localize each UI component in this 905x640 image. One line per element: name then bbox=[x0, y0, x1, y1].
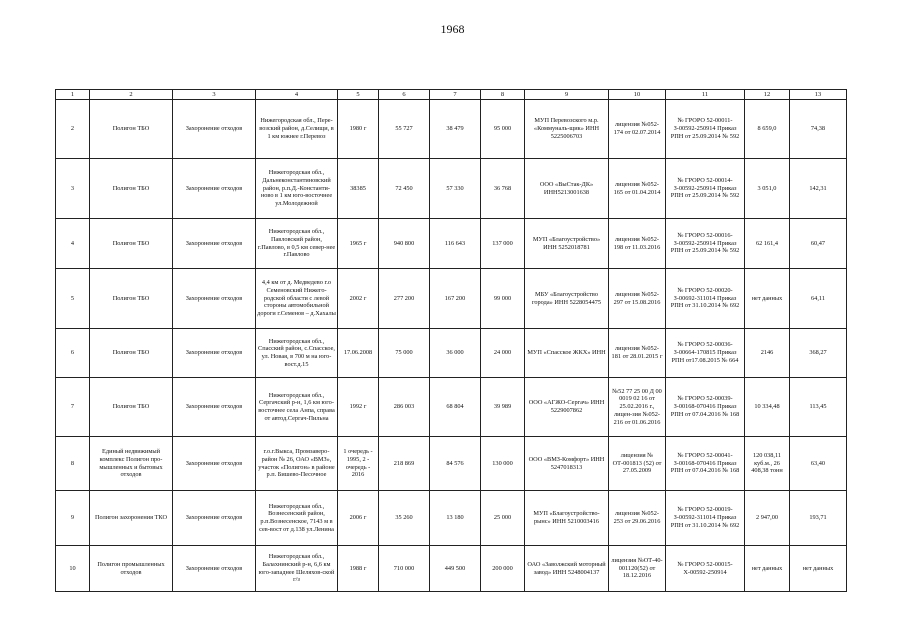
groro-entry: № ГРОРО 52-00016-З-00592-250914 Приказ РПН от 25.09.2014 № 592 bbox=[666, 219, 745, 269]
value-col13: 64,11 bbox=[790, 269, 847, 329]
value-col8: 36 768 bbox=[481, 159, 525, 219]
site-location: Нижегородская обл., Спасский район, с.Спасское, ул. Новая, в 700 м на юго-вост.д.15 bbox=[256, 329, 338, 378]
license: лицензия №ОТ-40-001120(52) от 18.12.2016 bbox=[609, 546, 666, 592]
col-header: 3 bbox=[173, 90, 256, 100]
value-col12: 2 947,00 bbox=[745, 491, 790, 546]
site-name: Полигон ТБО bbox=[90, 269, 173, 329]
groro-entry: № ГРОРО 52-00011-З-00592-250914 Приказ РПН от 25.09.2014 № 592 bbox=[666, 100, 745, 159]
value-col12: 10 334,48 bbox=[745, 378, 790, 437]
row-number: 4 bbox=[56, 219, 90, 269]
value-col13: 60,47 bbox=[790, 219, 847, 269]
site-location: г.о.г.Выкса, Промзаверо-район № 26, ОАО «ВМЗ», участок «Полигон» в районе р.п. Бишево-Песочное bbox=[256, 437, 338, 491]
value-col6: 218 869 bbox=[379, 437, 430, 491]
year-start: 1988 г bbox=[338, 546, 379, 592]
operator: МУП Перевозского м.р. «Коммуналь-щик» ИНН 5225006703 bbox=[525, 100, 609, 159]
col-header: 10 bbox=[609, 90, 666, 100]
site-name: Полигон ТБО bbox=[90, 100, 173, 159]
site-name: Единый недвижимый комплекс Полигон про-мышленных и бытовых отходов bbox=[90, 437, 173, 491]
groro-entry: № ГРОРО 52-00020-З-00692-311014 Приказ РПН от 31.10.2014 № 692 bbox=[666, 269, 745, 329]
groro-entry: № ГРОРО 52-00036-З-00664-170815 Приказ РПН от17.08.2015 № 664 bbox=[666, 329, 745, 378]
table-row bbox=[56, 219, 847, 269]
value-col7: 57 330 bbox=[430, 159, 481, 219]
site-purpose: Захоронение отходов bbox=[173, 437, 256, 491]
site-location: Нижегородская обл., Дальнеконстантиновский район, р.п.Д.-Константи-ново в 1 км юго-восточнее ул.Молодежной bbox=[256, 159, 338, 219]
license: лицензия №052- 174 от 02.07.2014 bbox=[609, 100, 666, 159]
value-col13: нет данных bbox=[790, 546, 847, 592]
row-number: 3 bbox=[56, 159, 90, 219]
year-start: 17.06.2008 bbox=[338, 329, 379, 378]
site-location: Нижегородская обл., Вознесенский район, р.п.Вознесенское, 7143 м в сев-вост от д.138 ул.Ленина bbox=[256, 491, 338, 546]
col-header: 4 bbox=[256, 90, 338, 100]
value-col6: 286 003 bbox=[379, 378, 430, 437]
site-purpose: Захоронение отходов bbox=[173, 378, 256, 437]
value-col6: 55 727 bbox=[379, 100, 430, 159]
value-col12: нет данных bbox=[745, 546, 790, 592]
operator: МУП «Благоустройство-рынс» ИНН 5210003416 bbox=[525, 491, 609, 546]
row-number: 5 bbox=[56, 269, 90, 329]
site-location: Нижегородская обл., Балахнинский р-н, 6,6 км юго-западнее Шеляхов-ской г/з bbox=[256, 546, 338, 592]
year-start: 2002 г bbox=[338, 269, 379, 329]
value-col7: 36 000 bbox=[430, 329, 481, 378]
table-row bbox=[56, 329, 847, 378]
value-col8: 200 000 bbox=[481, 546, 525, 592]
site-purpose: Захоронение отходов bbox=[173, 159, 256, 219]
col-header: 7 bbox=[430, 90, 481, 100]
site-location: Нижегородская обл., Сергачский р-н, 1,6 км юго-восточнее села Анпа, справа от автод.Сергач-Пильна bbox=[256, 378, 338, 437]
col-header: 11 bbox=[666, 90, 745, 100]
table-row bbox=[56, 437, 847, 491]
value-col7: 38 479 bbox=[430, 100, 481, 159]
license: лицензия №052- 181 от 28.01.2015 г bbox=[609, 329, 666, 378]
site-purpose: Захоронение отходов bbox=[173, 491, 256, 546]
value-col13: 193,71 bbox=[790, 491, 847, 546]
value-col13: 368,27 bbox=[790, 329, 847, 378]
license: лицензия №052- 198 от 11.03.2016 bbox=[609, 219, 666, 269]
row-number: 6 bbox=[56, 329, 90, 378]
value-col8: 137 000 bbox=[481, 219, 525, 269]
year-start: 1 очередь - 1995, 2 - очередь - 2016 bbox=[338, 437, 379, 491]
year-start: 38385 bbox=[338, 159, 379, 219]
value-col12: 3 051,0 bbox=[745, 159, 790, 219]
value-col6: 277 200 bbox=[379, 269, 430, 329]
groro-entry: № ГРОРО 52-00015-Х-00592-250914 bbox=[666, 546, 745, 592]
year-start: 1965 г bbox=[338, 219, 379, 269]
site-purpose: Захоронение отходов bbox=[173, 100, 256, 159]
value-col12: 62 161,4 bbox=[745, 219, 790, 269]
value-col13: 113,45 bbox=[790, 378, 847, 437]
year-start: 1992 г bbox=[338, 378, 379, 437]
col-header: 6 bbox=[379, 90, 430, 100]
groro-entry: № ГРОРО 52-00039-З-00168-070416 Приказ РПН от 07.04.2016 № 168 bbox=[666, 378, 745, 437]
waste-sites-table bbox=[55, 89, 847, 592]
row-number: 10 bbox=[56, 546, 90, 592]
col-header: 12 bbox=[745, 90, 790, 100]
operator: ОАО «Заволжский моторный завод» ИНН 5248004137 bbox=[525, 546, 609, 592]
site-name: Полигон промышленных отходов bbox=[90, 546, 173, 592]
value-col6: 710 000 bbox=[379, 546, 430, 592]
value-col12: 8 659,0 bbox=[745, 100, 790, 159]
row-number: 9 bbox=[56, 491, 90, 546]
table-row bbox=[56, 491, 847, 546]
table-row bbox=[56, 159, 847, 219]
value-col8: 99 000 bbox=[481, 269, 525, 329]
license: №52 77 25 00 Д 00 0019 02 16 от 25.02.2016 г., лицен-зия №052- 216 от 01.06.2016 bbox=[609, 378, 666, 437]
operator: ООО «ВыСтак-ДК» ИНН5213001638 bbox=[525, 159, 609, 219]
value-col12: нет данных bbox=[745, 269, 790, 329]
site-name: Полигон захоронения ТКО bbox=[90, 491, 173, 546]
value-col12: 120 038,11 куб.м., 26 408,38 тонн bbox=[745, 437, 790, 491]
groro-entry: № ГРОРО 52-00019-З-00592-311014 Приказ РПН от 31.10.2014 № 692 bbox=[666, 491, 745, 546]
site-purpose: Захоронение отходов bbox=[173, 219, 256, 269]
groro-entry: № ГРОРО 52-00041-З-00168-070416 Приказ РПН от 07.04.2016 № 168 bbox=[666, 437, 745, 491]
value-col7: 13 180 bbox=[430, 491, 481, 546]
table-row bbox=[56, 378, 847, 437]
site-location: Нижегородская обл., Павловский район, г.Павлово, в 0,5 км север-нее г.Павлово bbox=[256, 219, 338, 269]
value-col12: 2146 bbox=[745, 329, 790, 378]
license: лицензия №052- 253 от 29.06.2016 bbox=[609, 491, 666, 546]
site-name: Полигон ТБО bbox=[90, 159, 173, 219]
value-col7: 167 200 bbox=[430, 269, 481, 329]
row-number: 7 bbox=[56, 378, 90, 437]
value-col7: 449 500 bbox=[430, 546, 481, 592]
value-col6: 72 450 bbox=[379, 159, 430, 219]
license: лицензия №052- 297 от 15.08.2016 bbox=[609, 269, 666, 329]
col-header: 2 bbox=[90, 90, 173, 100]
table-row bbox=[56, 546, 847, 592]
value-col6: 940 800 bbox=[379, 219, 430, 269]
operator: МБУ «Благоустройство города» ИНН 5228054475 bbox=[525, 269, 609, 329]
value-col8: 130 000 bbox=[481, 437, 525, 491]
operator: МУП «Благоустройство» ИНН 5252018781 bbox=[525, 219, 609, 269]
row-number: 2 bbox=[56, 100, 90, 159]
value-col6: 75 000 bbox=[379, 329, 430, 378]
value-col7: 116 643 bbox=[430, 219, 481, 269]
table-row bbox=[56, 100, 847, 159]
table-row bbox=[56, 269, 847, 329]
col-header: 13 bbox=[790, 90, 847, 100]
site-name: Полигон ТБО bbox=[90, 378, 173, 437]
value-col8: 25 000 bbox=[481, 491, 525, 546]
page-number: 1968 bbox=[440, 22, 465, 36]
column-number-row bbox=[56, 90, 847, 100]
col-header: 8 bbox=[481, 90, 525, 100]
site-purpose: Захоронение отходов bbox=[173, 546, 256, 592]
value-col6: 35 260 bbox=[379, 491, 430, 546]
license: лицензия №052- 165 от 01.04.2014 bbox=[609, 159, 666, 219]
operator: ООО «АГЖО-Сергач» ИНН 5229007862 bbox=[525, 378, 609, 437]
site-location: Нижегородская обл., Пере-возский район, д.Селищи, в 1 км южнее г.Перевоз bbox=[256, 100, 338, 159]
year-start: 1980 г bbox=[338, 100, 379, 159]
operator: ООО «ВМЗ-Комфорт» ИНН 5247018313 bbox=[525, 437, 609, 491]
col-header: 5 bbox=[338, 90, 379, 100]
value-col13: 63,40 bbox=[790, 437, 847, 491]
operator: МУП «Спасское ЖКХ» ИНН bbox=[525, 329, 609, 378]
row-number: 8 bbox=[56, 437, 90, 491]
site-purpose: Захоронение отходов bbox=[173, 329, 256, 378]
site-location: 4,4 км от д. Медведево г.о Семеновский Нижего-родской области с левой стороны автомобильной дороги г.Семенов – д.Хахалы bbox=[256, 269, 338, 329]
year-start: 2006 г bbox=[338, 491, 379, 546]
value-col13: 74,38 bbox=[790, 100, 847, 159]
value-col8: 95 000 bbox=[481, 100, 525, 159]
value-col13: 142,31 bbox=[790, 159, 847, 219]
value-col7: 68 804 bbox=[430, 378, 481, 437]
site-name: Полигон ТБО bbox=[90, 329, 173, 378]
col-header: 9 bbox=[525, 90, 609, 100]
site-purpose: Захоронение отходов bbox=[173, 269, 256, 329]
value-col8: 24 000 bbox=[481, 329, 525, 378]
value-col8: 39 989 bbox=[481, 378, 525, 437]
value-col7: 84 576 bbox=[430, 437, 481, 491]
license: лицензия № ОТ-001813 (52) от 27.05.2009 bbox=[609, 437, 666, 491]
groro-entry: № ГРОРО 52-00014-З-00592-250914 Приказ РПН от 25.09.2014 № 592 bbox=[666, 159, 745, 219]
col-header: 1 bbox=[56, 90, 90, 100]
site-name: Полигон ТБО bbox=[90, 219, 173, 269]
